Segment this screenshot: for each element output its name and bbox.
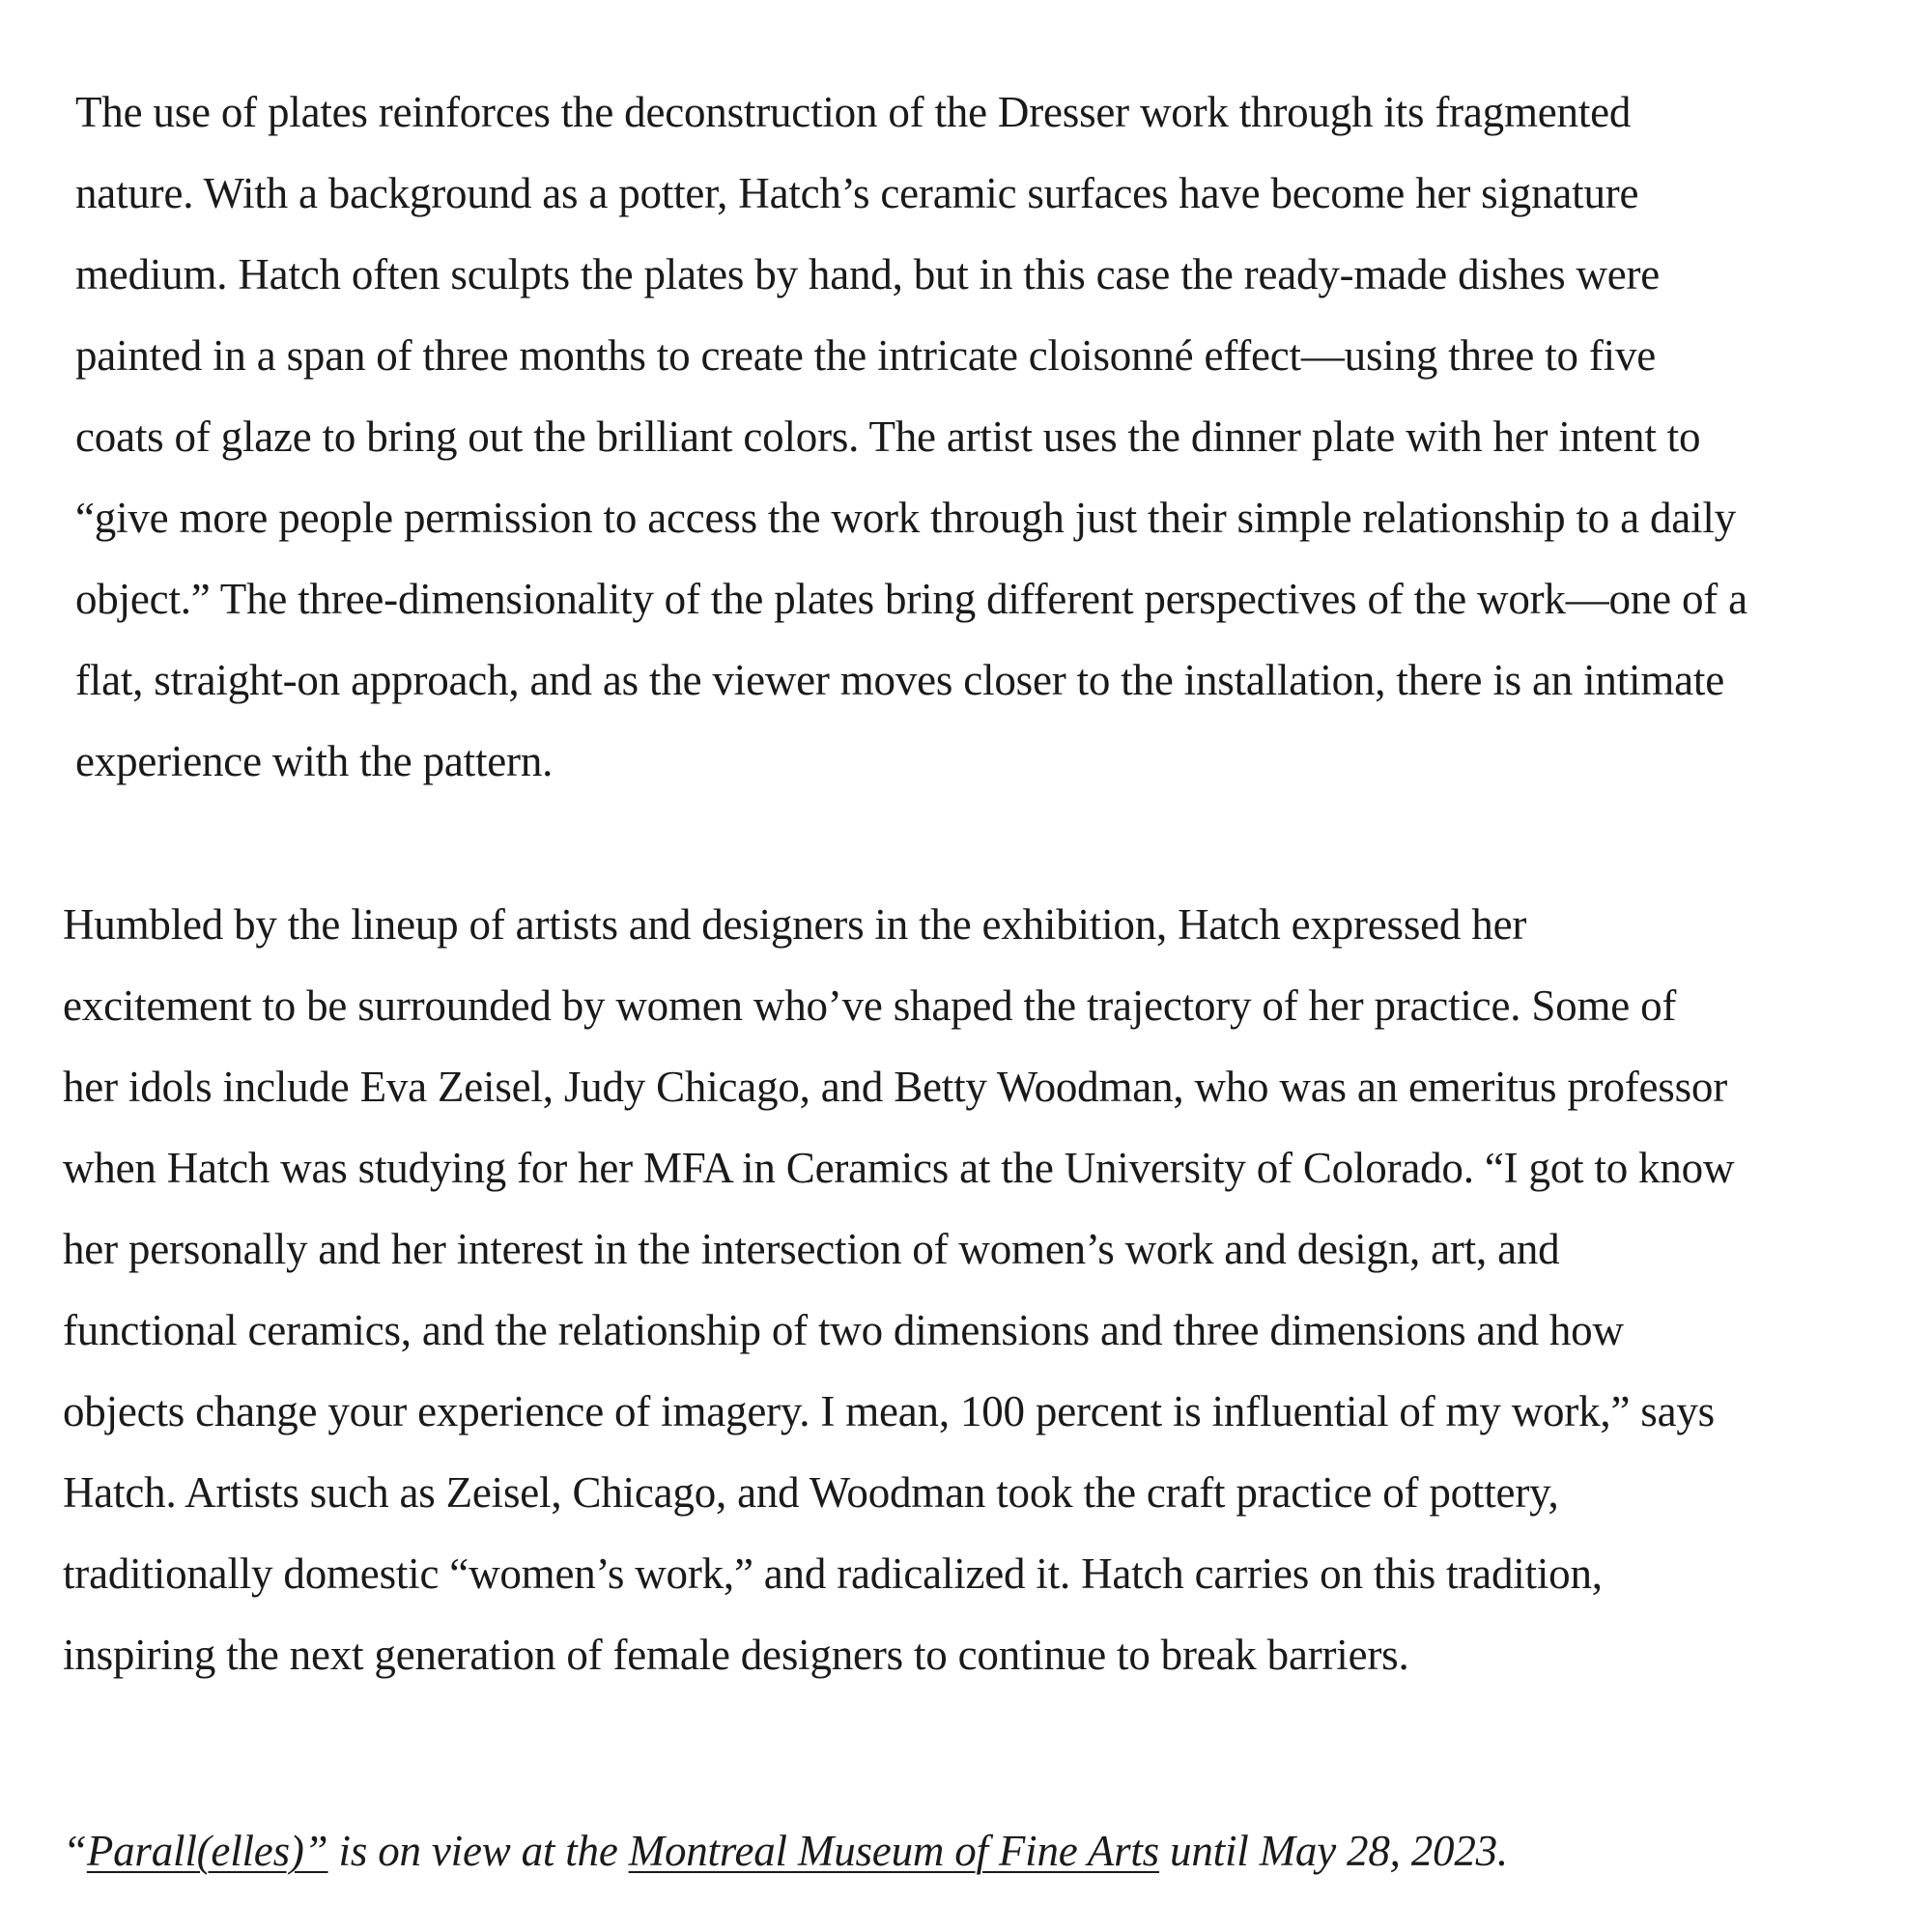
paragraph-line: experience with the pattern. <box>75 737 554 785</box>
paragraph-line: nature. With a background as a potter, Hatch’s ceramic surfaces have become her signature <box>75 169 1639 217</box>
caption-end-text: until May 28, 2023. <box>1159 1827 1508 1875</box>
paragraph-line: her idols include Eva Zeisel, Judy Chicago, and Betty Woodman, who was an emeritus professor <box>63 1063 1728 1111</box>
paragraph-line: painted in a span of three months to create the intricate cloisonné effect—using three to five <box>75 331 1657 380</box>
paragraph-line: inspiring the next generation of female designers to continue to break barriers. <box>63 1631 1409 1679</box>
caption-open-quote: “ <box>63 1827 87 1875</box>
paragraph-line: flat, straight-on approach, and as the viewer moves closer to the installation, there is an intimate <box>75 656 1724 704</box>
paragraph-plates <box>75 71 1747 802</box>
exhibition-caption <box>63 1810 1508 1891</box>
paragraph-line: Humbled by the lineup of artists and designers in the exhibition, Hatch expressed her <box>63 900 1527 949</box>
paragraph-influences <box>63 884 1734 1695</box>
paragraph-line: object.” The three-dimensionality of the plates bring different perspectives of the work—one of a <box>75 575 1747 623</box>
paragraph-line: medium. Hatch often sculpts the plates by hand, but in this case the ready-made dishes were <box>75 250 1661 298</box>
paragraph-line: when Hatch was studying for her MFA in Ceramics at the University of Colorado. “I got to know <box>63 1144 1735 1192</box>
paragraph-line: coats of glaze to bring out the brilliant colors. The artist uses the dinner plate with her intent to <box>75 412 1701 461</box>
exhibition-link[interactable]: Parall(elles)” <box>86 1827 328 1875</box>
museum-link[interactable]: Montreal Museum of Fine Arts <box>628 1827 1159 1875</box>
paragraph-line: her personally and her interest in the intersection of women’s work and design, art, and <box>63 1225 1560 1273</box>
paragraph-line: objects change your experience of imagery. I mean, 100 percent is influential of my work,” says <box>63 1387 1715 1435</box>
caption-middle-text: is on view at the <box>327 1827 629 1875</box>
paragraph-line: excitement to be surrounded by women who’ve shaped the trajectory of her practice. Some of <box>63 981 1677 1030</box>
paragraph-line: The use of plates reinforces the deconstruction of the Dresser work through its fragmented <box>75 88 1632 136</box>
paragraph-line: traditionally domestic “women’s work,” and radicalized it. Hatch carries on this tradition, <box>63 1549 1603 1598</box>
paragraph-line: Hatch. Artists such as Zeisel, Chicago, and Woodman took the craft practice of pottery, <box>63 1468 1559 1517</box>
paragraph-line: functional ceramics, and the relationship of two dimensions and three dimensions and how <box>63 1306 1624 1354</box>
paragraph-line: “give more people permission to access the work through just their simple relationship to a daily <box>75 494 1736 542</box>
